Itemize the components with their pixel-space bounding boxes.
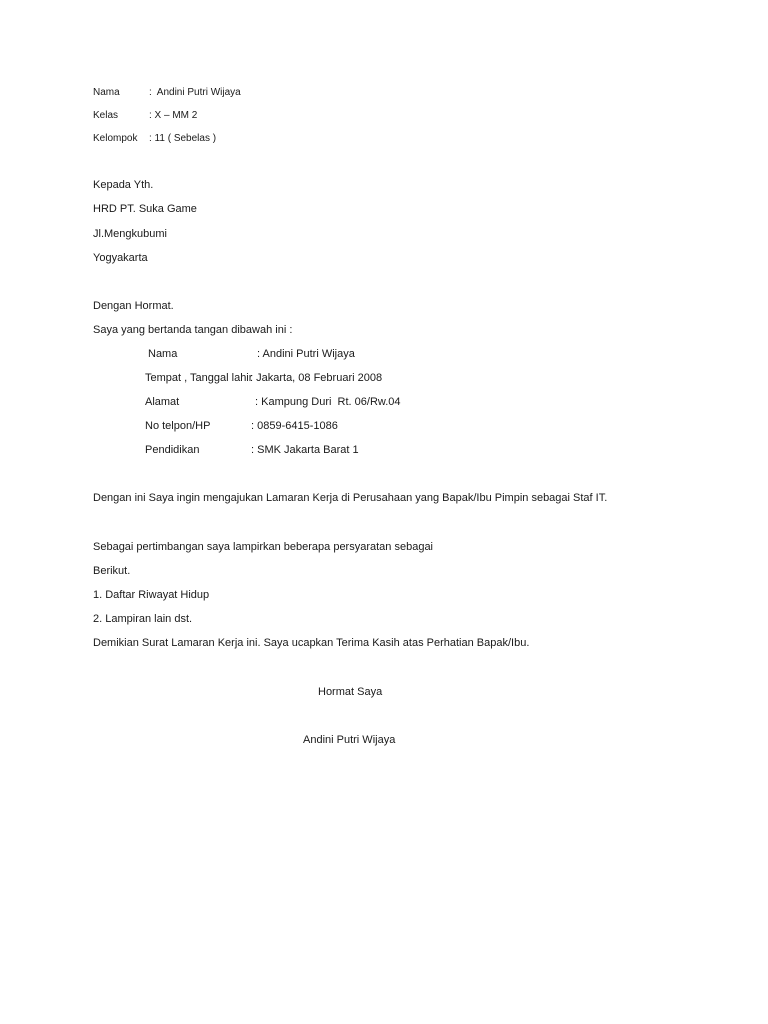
identity-label: Pendidikan <box>145 444 200 456</box>
identity-value: : Andini Putri Wijaya <box>257 348 355 360</box>
attachment-intro: Sebagai pertimbangan saya lampirkan beberapa persyaratan sebagai <box>93 541 434 553</box>
identity-label: Tempat , Tanggal lahir <box>145 372 253 384</box>
header-name-label: Nama <box>93 87 120 98</box>
purpose-text: Dengan ini Saya ingin mengajukan Lamaran Kerja di Perusahaan yang Bapak/Ibu Pimpin sebagai Staf IT. <box>93 492 608 504</box>
regards-text: Hormat Saya <box>318 686 383 698</box>
signature-name: Andini Putri Wijaya <box>303 734 396 746</box>
identity-value: : Jakarta, 08 Februari 2008 <box>250 372 383 384</box>
identity-label: Alamat <box>145 396 180 408</box>
header-class-label: Kelas <box>93 110 119 121</box>
identity-label: No telpon/HP <box>145 420 211 432</box>
attachment-item-1: 1. Daftar Riwayat Hidup <box>93 589 210 601</box>
identity-value: : 0859-6415-1086 <box>251 420 338 432</box>
recipient-line-2: HRD PT. Suka Game <box>93 203 197 215</box>
greeting: Dengan Hormat. <box>93 300 174 312</box>
attachment-intro-cont: Berikut. <box>93 565 131 577</box>
recipient-line-4: Yogyakarta <box>93 252 148 264</box>
recipient-line-3: Jl.Mengkubumi <box>93 228 167 240</box>
intro-text: Saya yang bertanda tangan dibawah ini : <box>93 324 293 336</box>
header-group-value: : 11 ( Sebelas ) <box>149 133 217 144</box>
attachment-item-2: 2. Lampiran lain dst. <box>93 613 193 625</box>
recipient-line-1: Kepada Yth. <box>93 179 154 191</box>
identity-label: Nama <box>148 348 178 360</box>
header-group-label: Kelompok <box>93 133 138 144</box>
identity-value: : Kampung Duri Rt. 06/Rw.04 <box>255 396 401 408</box>
header-class-value: : X – MM 2 <box>149 110 198 121</box>
closing-text: Demikian Surat Lamaran Kerja ini. Saya ucapkan Terima Kasih atas Perhatian Bapak/Ibu. <box>93 637 530 649</box>
identity-value: : SMK Jakarta Barat 1 <box>251 444 359 456</box>
header-name-value: : Andini Putri Wijaya <box>149 87 241 98</box>
